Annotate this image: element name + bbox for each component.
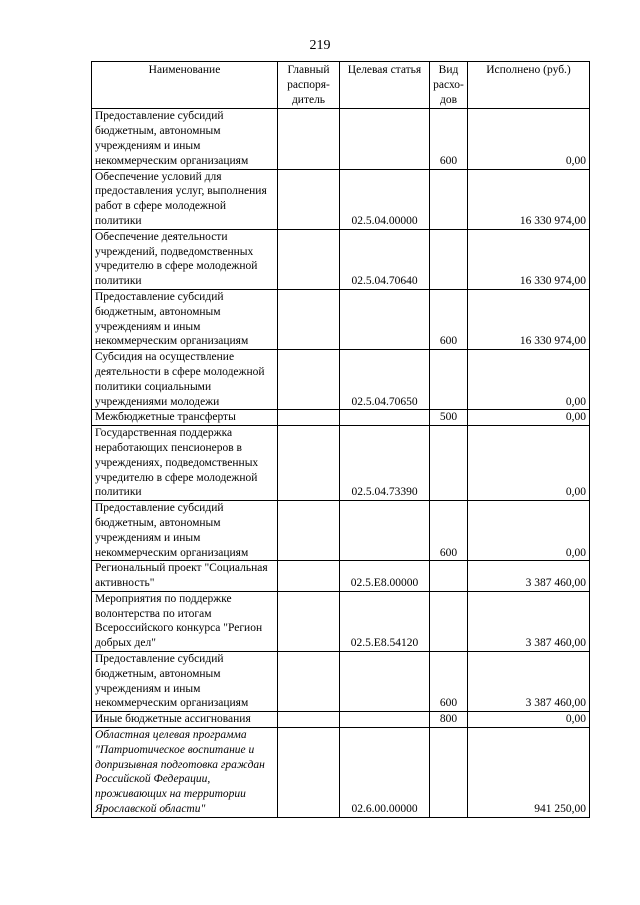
cell-main-manager <box>278 501 340 561</box>
cell-expense-type <box>430 169 468 229</box>
cell-expense-type: 500 <box>430 410 468 426</box>
table-row <box>92 712 590 728</box>
page-number: 219 <box>309 38 331 53</box>
cell-executed: 0,00 <box>468 350 590 410</box>
cell-executed: 3 387 460,00 <box>468 591 590 651</box>
cell-expense-type <box>430 561 468 592</box>
table-row <box>92 426 590 501</box>
cell-name: Мероприятия по поддержке волонтерства по итогам Всероссийского конкурса "Регион добрых дел" <box>92 591 278 651</box>
table-header-row <box>92 62 590 109</box>
cell-main-manager <box>278 591 340 651</box>
header-executed: Исполнено (руб.) <box>468 62 590 109</box>
cell-target-article <box>340 410 430 426</box>
cell-target-article: 02.5.E8.00000 <box>340 561 430 592</box>
cell-main-manager <box>278 289 340 349</box>
cell-name: Обеспечение деятельности учреждений, подведомственных учредителю в сфере молодежной политики <box>92 229 278 289</box>
cell-target-article <box>340 109 430 169</box>
cell-executed: 3 387 460,00 <box>468 561 590 592</box>
table-row <box>92 109 590 169</box>
cell-target-article: 02.5.E8.54120 <box>340 591 430 651</box>
cell-main-manager <box>278 426 340 501</box>
cell-expense-type <box>430 591 468 651</box>
table-row <box>92 289 590 349</box>
cell-name: Предоставление субсидий бюджетным, автономным учреждениям и иным некоммерческим организациям <box>92 652 278 712</box>
cell-name: Субсидия на осуществление деятельности в сфере молодежной политики социальными учреждениями молодежи <box>92 350 278 410</box>
cell-target-article: 02.5.04.73390 <box>340 426 430 501</box>
cell-main-manager <box>278 561 340 592</box>
cell-executed: 0,00 <box>468 501 590 561</box>
cell-main-manager <box>278 109 340 169</box>
cell-executed: 3 387 460,00 <box>468 652 590 712</box>
cell-expense-type: 600 <box>430 289 468 349</box>
cell-target-article <box>340 289 430 349</box>
table-row <box>92 350 590 410</box>
cell-expense-type <box>430 426 468 501</box>
cell-name: Предоставление субсидий бюджетным, автономным учреждениям и иным некоммерческим организациям <box>92 289 278 349</box>
cell-executed: 16 330 974,00 <box>468 289 590 349</box>
table-row <box>92 591 590 651</box>
cell-main-manager <box>278 229 340 289</box>
table-row <box>92 561 590 592</box>
cell-name: Региональный проект "Социальная активность" <box>92 561 278 592</box>
cell-executed: 0,00 <box>468 410 590 426</box>
cell-expense-type: 600 <box>430 652 468 712</box>
cell-executed: 16 330 974,00 <box>468 169 590 229</box>
cell-target-article <box>340 712 430 728</box>
cell-name: Государственная поддержка неработающих пенсионеров в учреждениях, подведомственных учредителю в сфере молодежной политики <box>92 426 278 501</box>
cell-target-article: 02.5.04.00000 <box>340 169 430 229</box>
header-main-manager: Главный распоря-дитель <box>278 62 340 109</box>
cell-target-article: 02.5.04.70650 <box>340 350 430 410</box>
table-row <box>92 229 590 289</box>
cell-expense-type <box>430 229 468 289</box>
cell-main-manager <box>278 728 340 818</box>
cell-executed: 0,00 <box>468 109 590 169</box>
cell-expense-type: 600 <box>430 501 468 561</box>
cell-name: Предоставление субсидий бюджетным, автономным учреждениям и иным некоммерческим организациям <box>92 501 278 561</box>
cell-target-article: 02.6.00.00000 <box>340 728 430 818</box>
cell-executed: 0,00 <box>468 426 590 501</box>
cell-name: Областная целевая программа "Патриотическое воспитание и допризывная подготовка граждан Российской Федерации, проживающих на территории Ярославской области" <box>92 728 278 818</box>
cell-name: Предоставление субсидий бюджетным, автономным учреждениям и иным некоммерческим организациям <box>92 109 278 169</box>
cell-name: Иные бюджетные ассигнования <box>92 712 278 728</box>
cell-expense-type <box>430 350 468 410</box>
table-row <box>92 169 590 229</box>
table-row <box>92 652 590 712</box>
cell-main-manager <box>278 350 340 410</box>
cell-executed: 0,00 <box>468 712 590 728</box>
header-target-article: Целевая статья <box>340 62 430 109</box>
cell-executed: 16 330 974,00 <box>468 229 590 289</box>
cell-main-manager <box>278 410 340 426</box>
table-row <box>92 410 590 426</box>
cell-executed: 941 250,00 <box>468 728 590 818</box>
cell-expense-type: 800 <box>430 712 468 728</box>
cell-target-article <box>340 652 430 712</box>
header-expense-type: Вид расхо-дов <box>430 62 468 109</box>
cell-main-manager <box>278 712 340 728</box>
table-row <box>92 728 590 818</box>
cell-expense-type: 600 <box>430 109 468 169</box>
cell-target-article: 02.5.04.70640 <box>340 229 430 289</box>
table-row <box>92 501 590 561</box>
header-name: Наименование <box>92 62 278 109</box>
cell-name: Обеспечение условий для предоставления услуг, выполнения работ в сфере молодежной политики <box>92 169 278 229</box>
cell-expense-type <box>430 728 468 818</box>
cell-name: Межбюджетные трансферты <box>92 410 278 426</box>
budget-table <box>91 61 590 818</box>
cell-main-manager <box>278 652 340 712</box>
cell-target-article <box>340 501 430 561</box>
cell-main-manager <box>278 169 340 229</box>
